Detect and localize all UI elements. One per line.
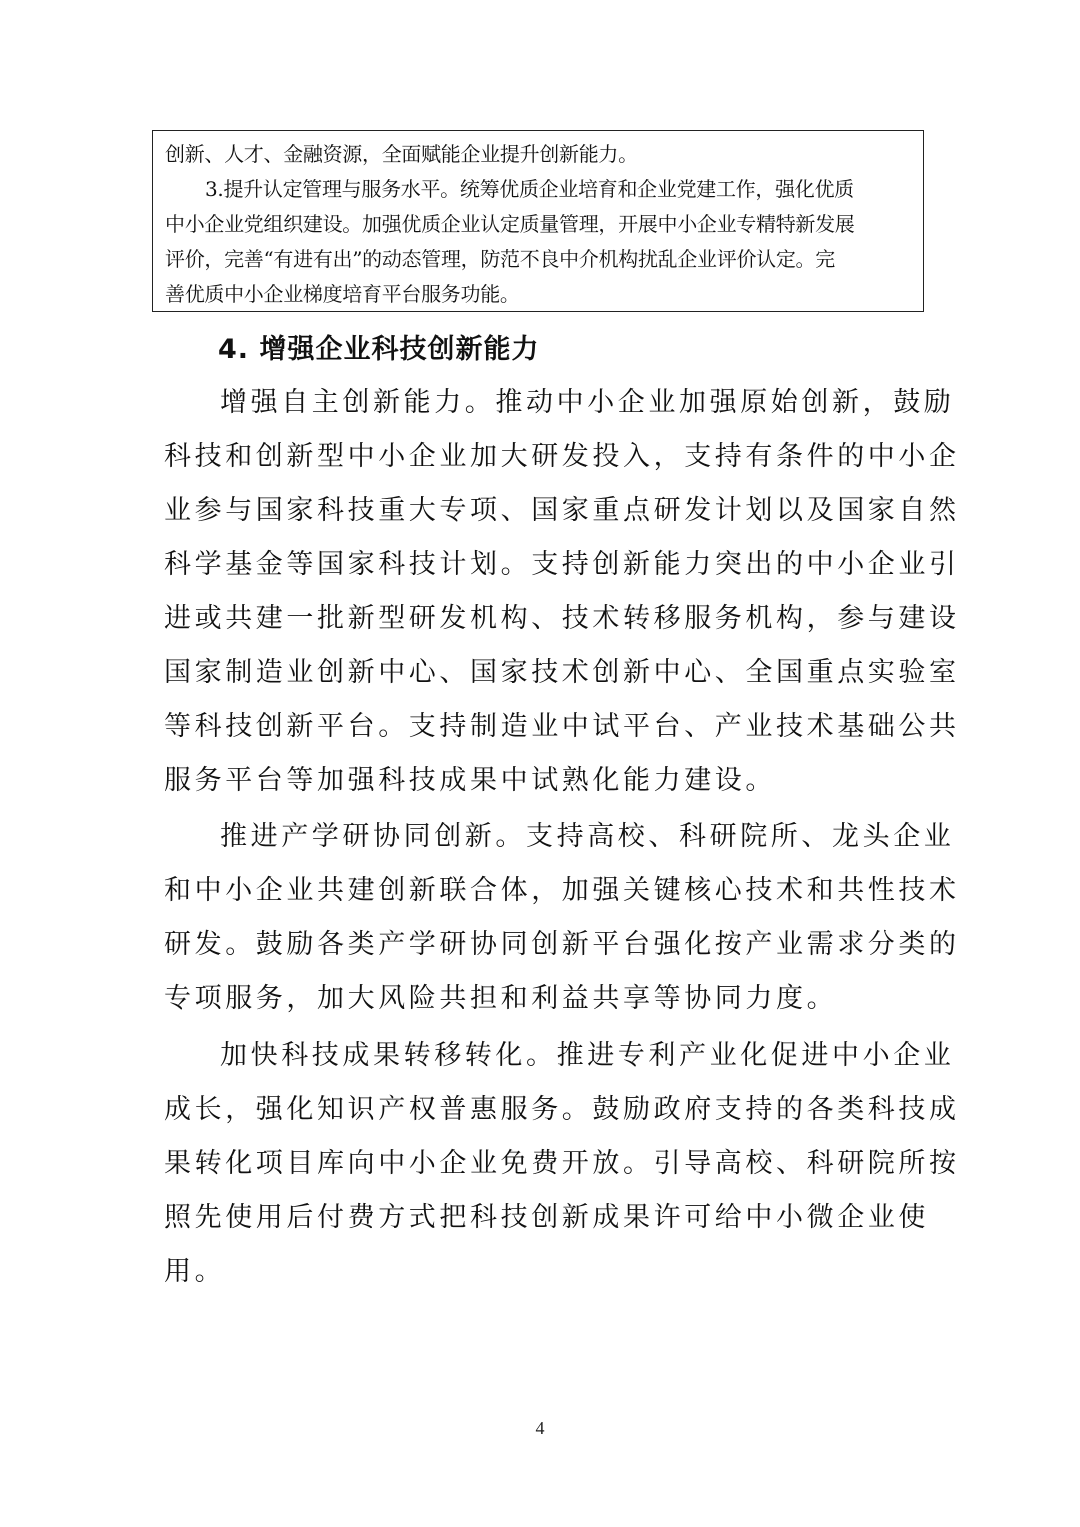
paragraph-line: 研发。鼓励各类产学研协同创新平台强化按产业需求分类的 [164,929,960,960]
box-line: 善优质中小企业梯度培育平台服务功能。 [165,282,520,306]
paragraph-line: 照先使用后付费方式把科技创新成果许可给中小微企业使 [164,1202,929,1233]
section-heading: 4. 增强企业科技创新能力 [218,334,540,365]
box-line: 3.提升认定管理与服务水平。统筹优质企业培育和企业党建工作，强化优质 [205,177,854,201]
paragraph-industry-research-collaboration [164,810,960,1026]
paragraph-line: 成长，强化知识产权普惠服务。鼓励政府支持的各类科技成 [164,1094,960,1125]
paragraph-line: 专项服务，加大风险共担和利益共享等协同力度。 [164,983,838,1014]
paragraph-line: 果转化项目库向中小企业免费开放。引导高校、科研院所按 [164,1148,960,1179]
paragraph-line: 和中小企业共建创新联合体，加强关键核心技术和共性技术 [164,875,960,906]
paragraph-line: 业参与国家科技重大专项、国家重点研发计划以及国家自然 [164,495,960,526]
box-line: 创新、人才、金融资源，全面赋能企业提升创新能力。 [165,142,638,166]
box-line: 中小企业党组织建设。加强优质企业认定质量管理，开展中小企业专精特新发展 [165,212,855,236]
paragraph-line: 科技和创新型中小企业加大研发投入，支持有条件的中小企 [164,441,960,472]
page-number: 4 [535,1418,545,1438]
paragraph-line: 加快科技成果转移转化。推进专利产业化促进中小企业 [220,1040,955,1071]
paragraph-line: 进或共建一批新型研发机构、技术转移服务机构，参与建设 [164,603,960,634]
paragraph-line: 服务平台等加强科技成果中试熟化能力建设。 [164,765,776,796]
paragraph-line: 等科技创新平台。支持制造业中试平台、产业技术基础公共 [164,711,960,742]
bordered-text-box [152,130,924,312]
paragraph-line: 用。 [164,1256,226,1287]
paragraph-independent-innovation [164,376,960,808]
paragraph-line: 推进产学研协同创新。支持高校、科研院所、龙头企业 [220,821,955,852]
paragraph-line: 科学基金等国家科技计划。支持创新能力突出的中小企业引 [164,549,960,580]
paragraph-technology-transfer [164,1029,960,1299]
paragraph-line: 国家制造业创新中心、国家技术创新中心、全国重点实验室 [164,657,960,688]
paragraph-line: 增强自主创新能力。推动中小企业加强原始创新，鼓励 [220,387,955,418]
box-line: 评价，完善“有进有出”的动态管理，防范不良中介机构扰乱企业评价认定。完 [165,247,835,271]
